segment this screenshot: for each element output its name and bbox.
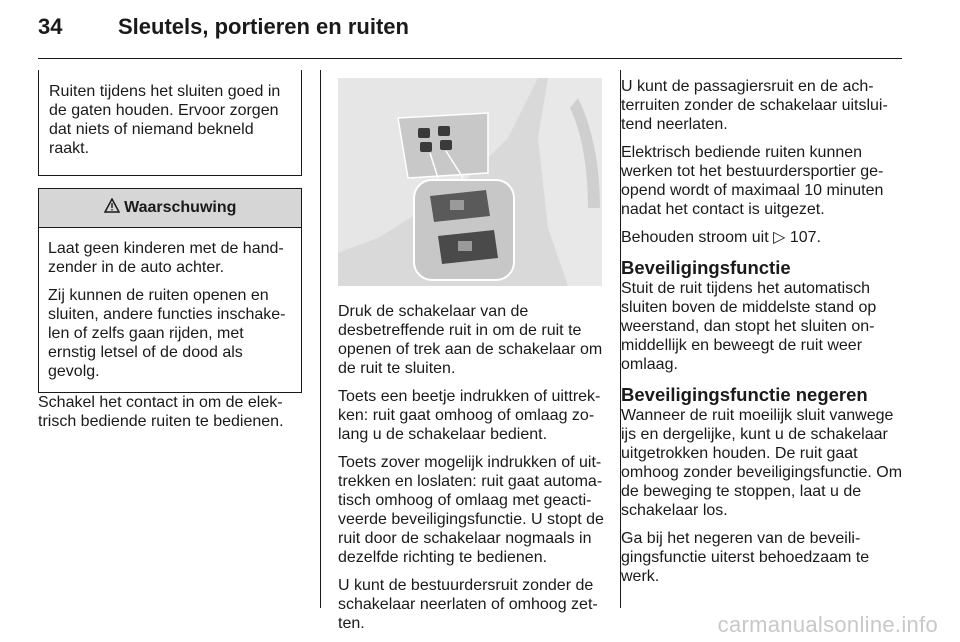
warning-box [38, 188, 302, 393]
body-paragraph: Elektrisch bediende ruiten kunnen werken tot het bestuurdersportier geopend wordt of maximaal 10 minuten nadat het contact is uitgezet. [621, 144, 884, 218]
page-title: Sleutels, portieren en ruiten [118, 14, 409, 39]
page-number: 34 [38, 14, 63, 39]
column-right [621, 77, 903, 595]
warning-paragraph: Laat geen kinderen met de handzender in de auto achter. [48, 240, 284, 276]
body-paragraph: Toets een beetje indrukken of uittrekken: ruit gaat omhoog of omlaag zolang u de schakelaar bedient. [338, 388, 601, 443]
body-paragraph: Schakel het contact in om de elektrisch bediende ruiten te bedienen. [38, 394, 284, 430]
column-separator [320, 70, 321, 608]
section-heading: Beveiligingsfunctie negeren [621, 384, 868, 405]
body-paragraph: Druk de schakelaar van de desbetreffende ruit in om de ruit te openen of trek aan de schakelaar om de ruit te sluiten. [338, 303, 603, 377]
warning-header [39, 189, 301, 228]
body-paragraph: Ga bij het negeren van de beveiligingsfunctie uiterst behoedzaam te werk. [621, 530, 870, 585]
warning-title: Waarschuwing [124, 199, 237, 216]
watermark: carmanualsonline.info [717, 612, 938, 637]
section-heading: Beveiligingsfunctie [621, 257, 791, 278]
header-rule [38, 58, 902, 59]
cross-reference[interactable]: Behouden stroom uit ▷ 107. [621, 229, 821, 246]
body-paragraph: U kunt de passagiersruit en de achterruiten zonder de schakelaar uitsluitend neerlaten. [621, 78, 888, 133]
warning-body [39, 228, 301, 392]
body-paragraph: U kunt de bestuurdersruit zonder de schakelaar neerlaten of omhoog zetten. [338, 577, 598, 632]
body-paragraph: Wanneer de ruit moeilijk sluit vanwege ijs en dergelijke, kunt u de schakelaar uitgetrokken houden. De ruit gaat omhoog zonder beveiligingsfunctie. Om de beweging te stoppen, laat u de schakelaar los. [621, 407, 903, 519]
column-middle [338, 302, 604, 642]
window-switch-illustration [338, 78, 602, 286]
warning-paragraph: Zij kunnen de ruiten openen en sluiten, andere functies inschakelen of zelfs gaan rijden, met ernstig letsel of de dood als gevolg. [48, 287, 286, 380]
column-left [38, 70, 302, 440]
warning-triangle-icon [104, 199, 124, 216]
body-paragraph: Stuit de ruit tijdens het automatisch sluiten boven de middelste stand op weerstand, dan stopt het sluiten onmiddellijk en beweegt de ruit weer omlaag. [621, 280, 877, 373]
note-box [38, 70, 302, 176]
body-paragraph: Toets zover mogelijk indrukken of uittrekken en loslaten: ruit gaat automatisch omhoog of omlaag met geactiveerde beveiligingsfunctie. U stopt de ruit door de schakelaar nogmaals in dezelfde richting te bedienen. [338, 454, 604, 566]
note-text: Ruiten tijdens het sluiten goed in de gaten houden. Ervoor zorgen dat niets of niemand bekneld raakt. [49, 83, 281, 157]
